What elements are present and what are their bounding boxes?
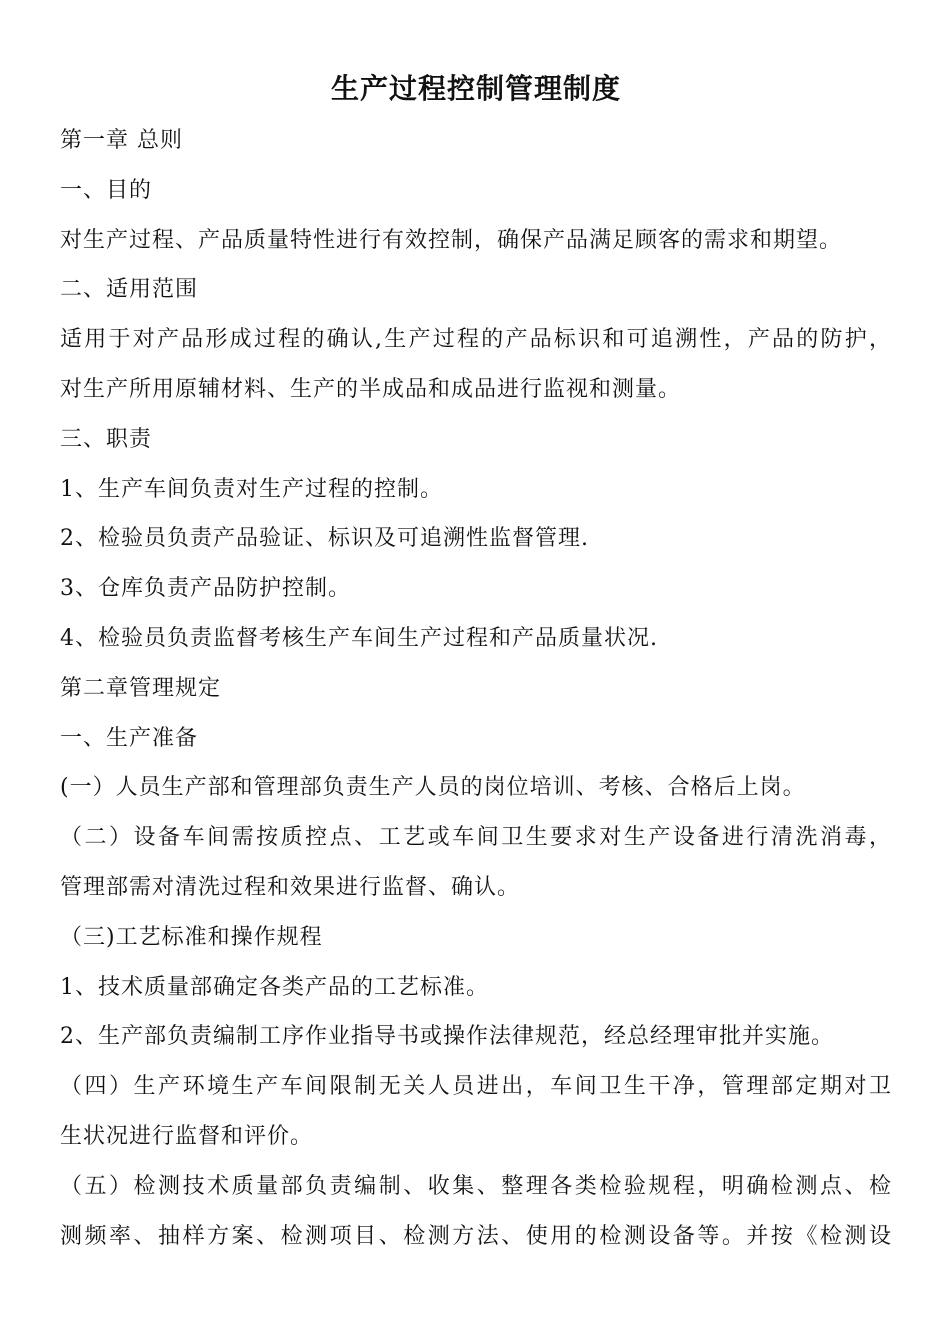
duty-item-3: 3、仓库负责产品防护控制。 (60, 576, 351, 602)
chapter-1-heading: 第一章 总则 (60, 128, 183, 153)
scope-text-line-2: 对生产所用原辅材料、生产的半成品和成品进行监视和测量。 (60, 376, 682, 402)
prep-testing-text-line-1: （五）检测技术质量部负责编制、收集、整理各类检验规程，明确检测点、检 (60, 1173, 892, 1199)
duty-item-4: 4、检验员负责监督考核生产车间生产过程和产品质量状况. (60, 625, 658, 651)
section-purpose-heading: 一、目的 (60, 177, 153, 203)
scope-text-line-1: 适用于对产品形成过程的确认,生产过程的产品标识和可追溯性，产品的防护， (60, 327, 892, 353)
section-scope-heading: 二、适用范围 (60, 277, 199, 303)
prep-environment-text-line-2: 生状况进行监督和评价。 (60, 1123, 314, 1149)
prep-personnel-text: (一）人员生产部和管理部负责生产人员的岗位培训、考核、合格后上岗。 (60, 775, 806, 801)
prep-environment-text-line-1: （四）生产环境生产车间限制无关人员进出，车间卫生干净，管理部定期对卫 (60, 1074, 892, 1100)
section-duties-heading: 三、职责 (60, 426, 153, 452)
purpose-text: 对生产过程、产品质量特性进行有效控制，确保产品满足顾客的需求和期望。 (60, 227, 843, 253)
prep-equipment-text-line-1: （二）设备车间需按质控点、工艺或车间卫生要求对生产设备进行清洗消毒， (60, 825, 892, 851)
prep-equipment-text-line-2: 管理部需对清洗过程和效果进行监督、确认。 (60, 874, 521, 900)
duty-item-2: 2、检验员负责产品验证、标识及可追溯性监督管理. (60, 526, 589, 552)
duty-item-1: 1、生产车间负责对生产过程的控制。 (60, 476, 443, 502)
section-preparation-heading: 一、生产准备 (60, 725, 199, 751)
chapter-2-heading: 第二章管理规定 (60, 675, 222, 701)
document-title: 生产过程控制管理制度 (330, 72, 621, 105)
prep-process-heading: （三)工艺标准和操作规程 (60, 924, 323, 950)
prep-testing-text-line-2: 测频率、抽样方案、检测项目、检测方法、使用的检测设备等。并按《检测设 (60, 1223, 892, 1249)
process-item-1: 1、技术质量部确定各类产品的工艺标准。 (60, 974, 489, 1000)
process-item-2: 2、生产部负责编制工序作业指导书或操作法律规范，经总经理审批并实施。 (60, 1024, 834, 1050)
